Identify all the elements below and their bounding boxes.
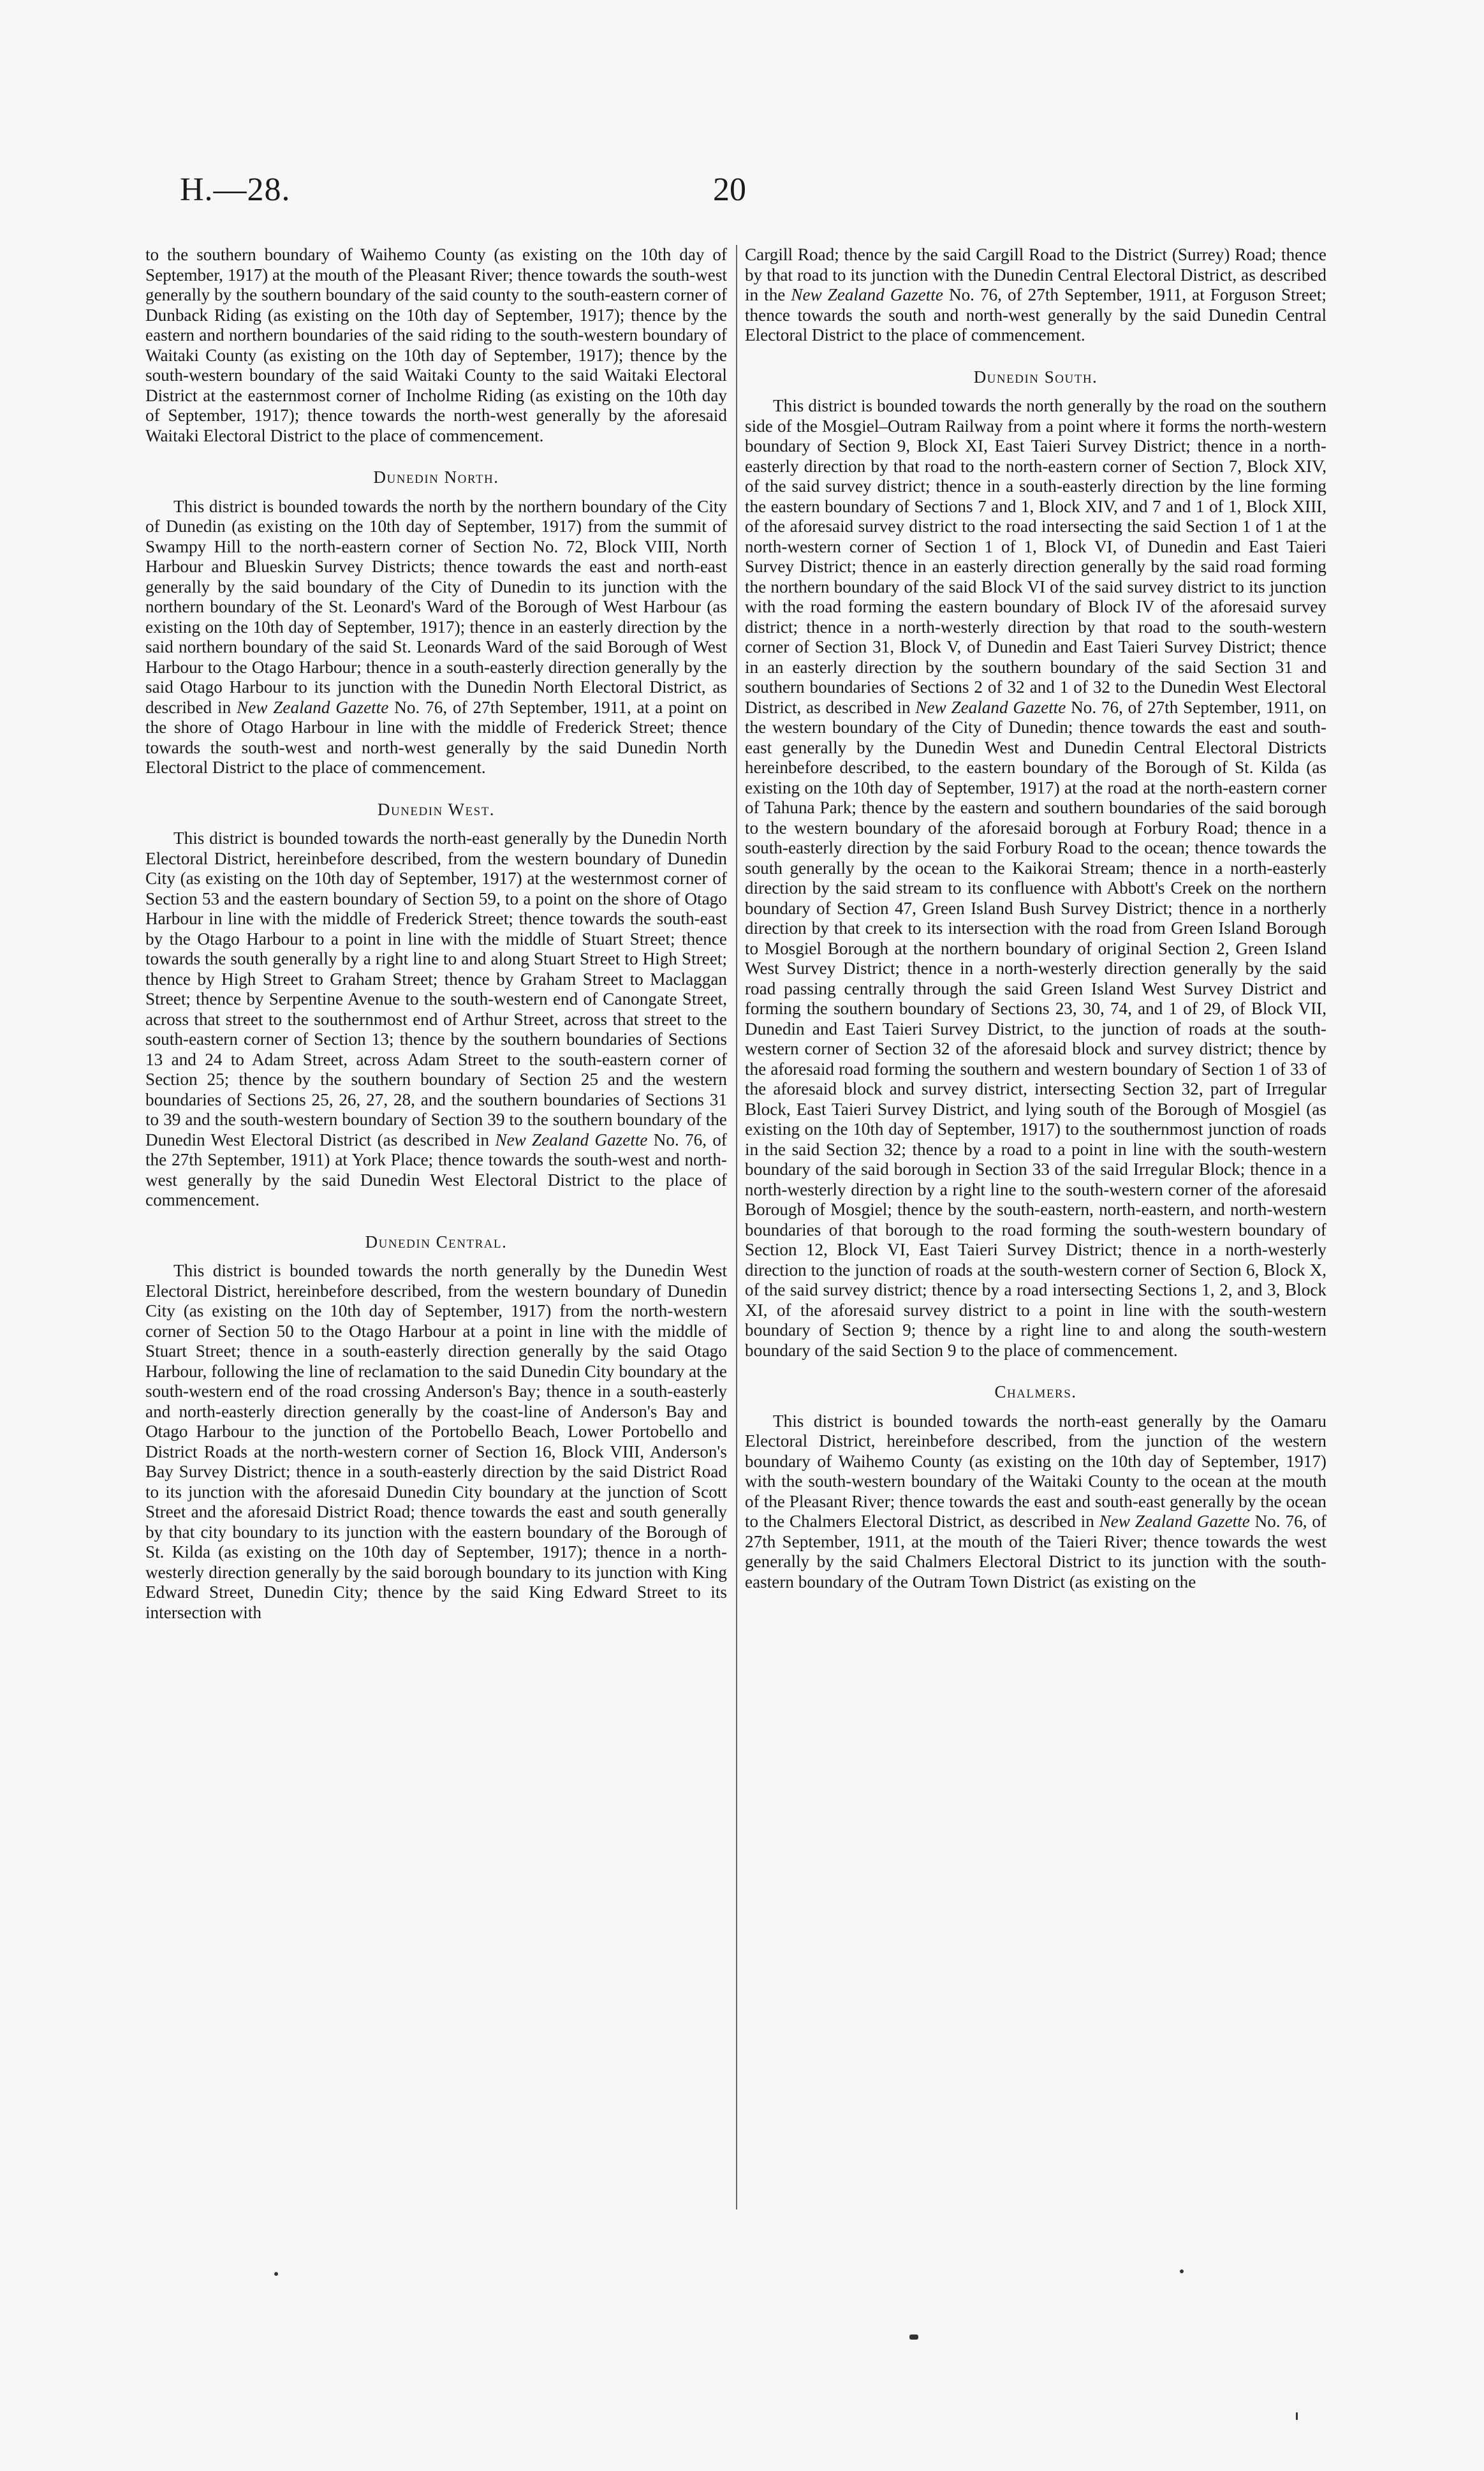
print-speck	[909, 2335, 918, 2340]
heading-chalmers: Chalmers.	[994, 1382, 1077, 1401]
dunedin-north-text-b: No. 76, of 27th September, 1911, at a point on the shore of Otago Harbour in line with the middle of Frederick Street; thence towards the south-west and north-west generally by the said Dunedin North Electoral District to the place of commencement.	[145, 697, 728, 777]
dunedin-south-text-b: No. 76, of 27th September, 1911, on the western boundary of the City of Dunedin; thence towards the east and south-east generally by the Dunedin West and Dunedin Central Electoral Districts hereinbefore described, to the eastern boundary of the Borough of St. Kilda (as existing on the 10th day of September, 1917) at the road at the north-eastern corner of Tahuna Park; thence by the eastern and southern boundaries of the said borough to the western boundary of the aforesaid borough at Forbury Road; thence in a south-easterly direction by the said Forbury Road to the ocean; thence towards the south generally by the ocean to the Kaikorai Stream; thence in a north-easterly direction by the said stream to its confluence with Abbott's Creek on the northern boundary of Section 47, Green Island Bush Survey District; thence in a northerly direction by that creek to its intersection with the road from Green Island Borough to Mosgiel Borough at the northern boundary of original Section 2, Green Island West Survey District; thence in a north-westerly direction generally by the said road passing centrally through the said Green Island West Survey District and forming the southern boundary of Sections 23, 30, 74, and 1 of 29, of Block VII, Dunedin and East Taieri Survey District, to the junction of roads at the south-western corner of Section 32 of the aforesaid block and survey district; thence by the aforesaid road forming the southern and western boundary of Section 1 of 33 of the aforesaid block and survey district, intersecting Section 32, part of Irregular Block, East Taieri Survey District, and lying south of the Borough of Mosgiel (as existing on the 10th day of September, 1917) to the southernmost junction of roads in the said Section 32; thence by a road to a point in line with the south-western boundary of the said borough in Section 33 of the said Irregular Block; thence in a north-westerly direction by a right line to the south-western corner of the aforesaid Borough of Mosgiel; thence by the south-eastern, north-eastern, and north-western boundaries of that borough to the road forming the south-western boundary of Section 12, Block VI, East Taieri Survey District; thence in a north-westerly direction to the junction of roads at the south-western corner of Section 6, Block X, of the said survey district; thence by a road intersecting Sections 1, 2, and 3, Block XI, of the aforesaid survey district to a point in line with the south-western boundary of Section 9; thence by a right line to and along the south-western boundary of the said Section 9 to the place of commencement.	[745, 697, 1326, 1360]
chalmers-text-b: No. 76, of 27th September, 1911, at the mouth of the Taieri River; thence towards the west generally by the said Chalmers Electoral District to its junction with the south-eastern boundary of the Outram Town District (as existing on the	[745, 1512, 1326, 1591]
dunedin-south-text-a: This district is bounded towards the north generally by the road on the southern side of the Mosgiel–Outram Railway from a point where it forms the north-western boundary of Section 9, Block XI, East Taieri Survey District; thence in a north-easterly direction by that road to the north-eastern corner of Section 7, Block XIV, of the said survey district; thence in a south-easterly direction by the line forming the eastern boundary of Sections 7 and 1, Block XIV, and 7 and 1 of 1, Block XIII, of the aforesaid survey district to the road intersecting the said Section 1 of 1 at the north-western corner of Section 1 of 1, Block VI, of Dunedin and East Taieri Survey District; thence in an easterly direction generally by the said road forming the northern boundary of the said Block VI of the said survey district to its junction with the road forming the eastern boundary of Block IV of the aforesaid survey district; thence in a north-westerly direction by that road to the south-western corner of Section 31, Block V, of Dunedin and East Taieri Survey District; thence in an easterly direction by the southern boundary of the said Section 31 and southern boundaries of Sections 2 of 32 and 1 of 32 to the Dunedin West Electoral District, as described in	[745, 396, 1326, 717]
print-speck	[274, 2272, 278, 2276]
dunedin-south-paragraph	[745, 396, 1326, 1361]
gazette-reference: New Zealand Gazette	[1099, 1512, 1250, 1531]
chalmers-paragraph	[745, 1412, 1326, 1593]
column-divider	[736, 245, 737, 2209]
dunedin-north-paragraph	[145, 497, 727, 778]
dunedin-north-text-a: This district is bounded towards the north by the northern boundary of the City of Dunedin (as existing on the 10th day of September, 1917) from the summit of Swampy Hill to the north-eastern corner of Section No. 72, Block VIII, North Harbour and Blueskin Survey Districts; thence towards the east and north-east generally by the said boundary of the City of Dunedin to its junction with the northern boundary of the St. Leonard's Ward of the Borough of West Harbour (as existing on the 10th day of September, 1917); thence in an easterly direction by the said northern boundary of the said St. Leonards Ward of the said Borough of West Harbour to the Otago Harbour; thence in a south-easterly direction generally by the said Otago Harbour to its junction with the Dunedin North Electoral District, as described in	[145, 496, 727, 717]
gazette-reference: New Zealand Gazette	[791, 285, 943, 304]
heading-dunedin-west: Dunedin West.	[377, 799, 496, 819]
page-number: 20	[713, 172, 746, 208]
dunedin-west-text-b: No. 76, of the 27th September, 1911) at York Place; thence towards the south-west and north-west generally by the said Dunedin West Electoral District to the place of commencement.	[145, 1130, 727, 1209]
document-code: H.—28.	[180, 172, 291, 208]
left-column	[145, 245, 727, 1623]
heading-dunedin-south: Dunedin South.	[973, 367, 1098, 387]
chalmers-text-a: This district is bounded towards the north-east generally by the Oamaru Electoral District, hereinbefore described, from the junction of the western boundary of Waihemo County (as existing on the 10th day of September, 1917) with the south-western boundary of the Waitaki County to the ocean at the mouth of the Pleasant River; thence towards the east and south-east generally by the ocean to the Chalmers Electoral District, as described in	[745, 1411, 1326, 1531]
print-speck	[1296, 2412, 1298, 2420]
page-header	[0, 171, 1484, 228]
gazette-reference: New Zealand Gazette	[915, 697, 1066, 717]
dunedin-central-paragraph: This district is bounded towards the north generally by the Dunedin West Electoral District, hereinbefore described, from the western boundary of Dunedin City (as existing on the 10th day of September, 1917) from the north-western corner of Section 50 to the Otago Harbour at a point in line with the middle of Stuart Street; thence in a south-easterly direction generally by the said Otago Harbour, following the line of reclamation to the said Dunedin City boundary at the south-western end of the road crossing Anderson's Bay; thence in a south-easterly and north-easterly direction generally by the coast-line of Anderson's Bay and Otago Harbour to the junction of the Portobello Beach, Lower Portobello and District Roads at the north-western corner of Section 16, Block VIII, Anderson's Bay Survey District; thence in a south-easterly direction by the said District Road to its junction with the aforesaid Dunedin City boundary at the junction of Scott Street and the aforesaid District Road; thence towards the east and south generally by that city boundary to its junction with the eastern boundary of the Borough of St. Kilda (as existing on the 10th day of September, 1917); thence in a north-westerly direction generally by the said borough boundary to its junction with King Edward Street, Dunedin City; thence by the said King Edward Street to its intersection with	[145, 1261, 727, 1622]
continuation-text-b: No. 76, of 27th September, 1911, at Forguson Street; thence towards the south and north-west generally by the said Dunedin Central Electoral District to the place of commencement.	[745, 285, 1326, 344]
gazette-reference: New Zealand Gazette	[495, 1130, 648, 1149]
dunedin-west-paragraph	[145, 829, 727, 1211]
gazette-reference: New Zealand Gazette	[237, 697, 389, 717]
dunedin-west-text-a: This district is bounded towards the north-east generally by the Dunedin North Electoral District, hereinbefore described, from the western boundary of Dunedin City (as existing on the 10th day of September, 1917) at the westernmost corner of Section 53 and the eastern boundary of Section 59, to a point on the shore of Otago Harbour in line with the middle of Frederick Street; thence towards the south-east by the Otago Harbour to a point in line with the middle of Stuart Street; thence towards the south generally by a right line to and along Stuart Street to High Street; thence by High Street to Graham Street; thence by Graham Street to Maclaggan Street; thence by Serpentine Avenue to the south-western end of Canongate Street, across that street to the southernmost end of Arthur Street, across that street to the south-eastern corner of Section 13; thence by the southern boundaries of Sections 13 and 24 to Adam Street, across Adam Street to the south-eastern corner of Section 25; thence by the southern boundary of Section 25 and the western boundaries of Sections 25, 26, 27, 28, and the southern boundaries of Sections 31 to 39 and the south-western boundary of Section 39 to the southern boundary of the Dunedin West Electoral District (as described in	[145, 829, 727, 1149]
print-speck	[1180, 2269, 1184, 2273]
right-column	[745, 245, 1326, 1592]
heading-dunedin-north: Dunedin North.	[373, 468, 499, 487]
continuation-text-a: Cargill Road; thence by the said Cargill Road to the District (Surrey) Road; thence by that road to its junction with the Dunedin Central Electoral District, as described in the	[745, 245, 1326, 304]
continuation-paragraph	[745, 245, 1326, 346]
continuation-paragraph: to the southern boundary of Waihemo County (as existing on the 10th day of September, 1917) at the mouth of the Pleasant River; thence towards the south-west generally by the southern boundary of the said county to the south-eastern corner of Dunback Riding (as existing on the 10th day of September, 1917); thence by the eastern and northern boundaries of the said riding to the south-western boundary of Waitaki County (as existing on the 10th day of September, 1917); thence by the south-western boundary of the said Waitaki County to the said Waitaki Electoral District at the easternmost corner of Incholme Riding (as existing on the 10th day of September, 1917); thence towards the north-west generally by the aforesaid Waitaki Electoral District to the place of commencement.	[145, 245, 727, 445]
heading-dunedin-central: Dunedin Central.	[365, 1232, 508, 1251]
